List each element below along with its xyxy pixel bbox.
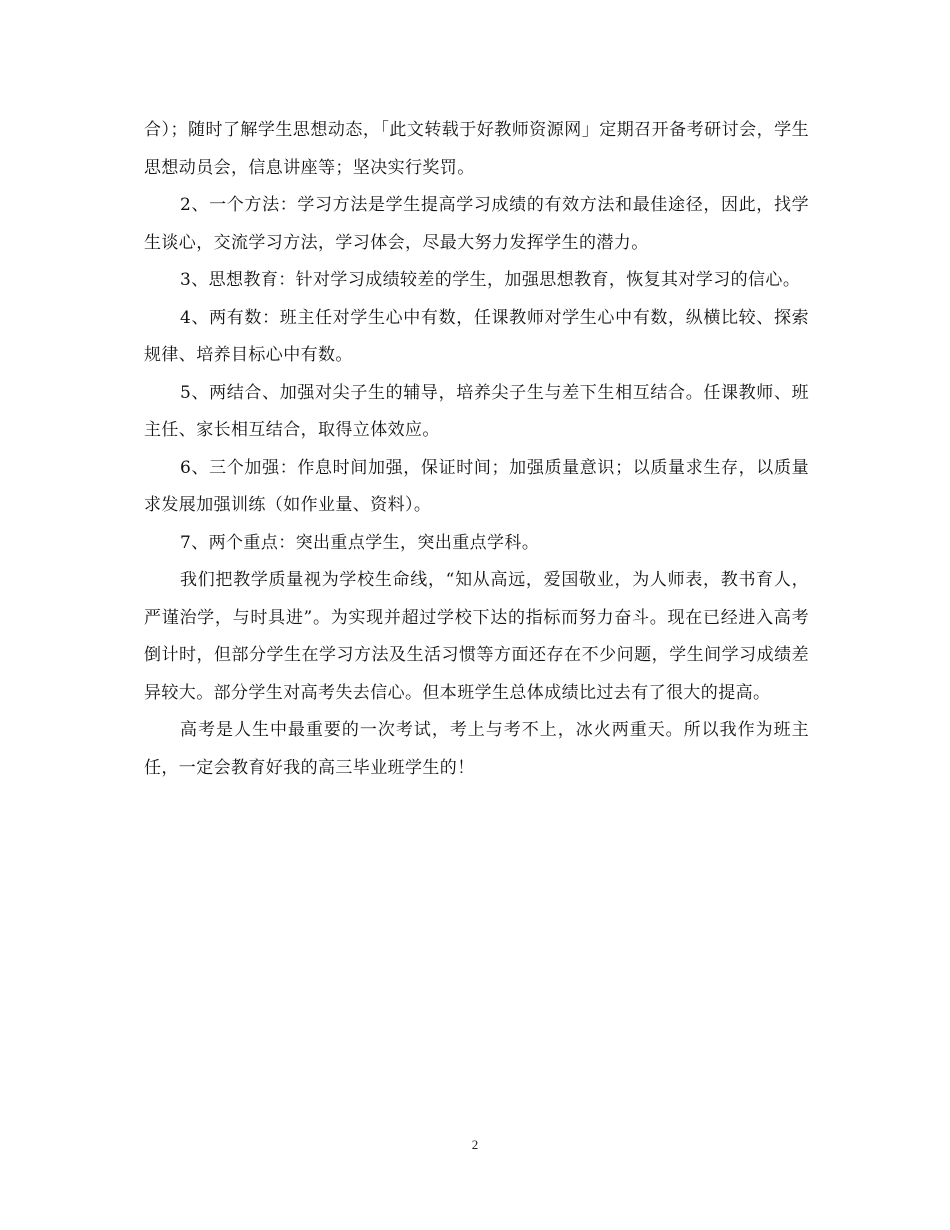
paragraph-item-4: 4、两有数：班主任对学生心中有数，任课教师对学生心中有数，纵横比较、探索规律、培养目标心中有数。 (144, 307, 809, 365)
paragraph-continuation: 合）；随时了解学生思想动态，「此文转载于好教师资源网」定期召开备考研讨会，学生思想动员会，信息讲座等；坚决实行奖罚。 (144, 120, 809, 178)
paragraph-item-6: 6、三个加强：作息时间加强，保证时间；加强质量意识；以质量求生存，以质量求发展加强训练（如作业量、资料）。 (144, 457, 809, 515)
paragraph-item-5: 5、两结合、加强对尖子生的辅导，培养尖子生与差下生相互结合。任课教师、班主任、家长相互结合，取得立体效应。 (144, 382, 809, 440)
paragraph-conclusion: 高考是人生中最重要的一次考试，考上与考不上，冰火两重天。所以我作为班主任，一定会教育好我的高三毕业班学生的！ (144, 720, 809, 778)
page-number: 2 (471, 1137, 479, 1152)
paragraph-item-2: 2、一个方法：学习方法是学生提高学习成绩的有效方法和最佳途径，因此，找学生谈心，交流学习方法，学习体会，尽最大努力发挥学生的潜力。 (144, 195, 809, 253)
document-body (144, 112, 809, 787)
paragraph-teaching-quality: 我们把教学质量视为学校生命线，“知从高远，爱国敬业，为人师表，教书育人，严谨治学，与时具进”。为实现并超过学校下达的指标而努力奋斗。现在已经进入高考倒计时，但部分学生在学习方法及生活习惯等方面还存在不少问题，学生间学习成绩差异较大。部分学生对高考失去信心。但本班学生总体成绩比过去有了很大的提高。 (144, 570, 809, 703)
paragraph-item-7: 7、两个重点：突出重点学生，突出重点学科。 (180, 532, 540, 553)
paragraph-item-3: 3、思想教育：针对学习成绩较差的学生，加强思想教育，恢复其对学习的信心。 (180, 270, 801, 290)
